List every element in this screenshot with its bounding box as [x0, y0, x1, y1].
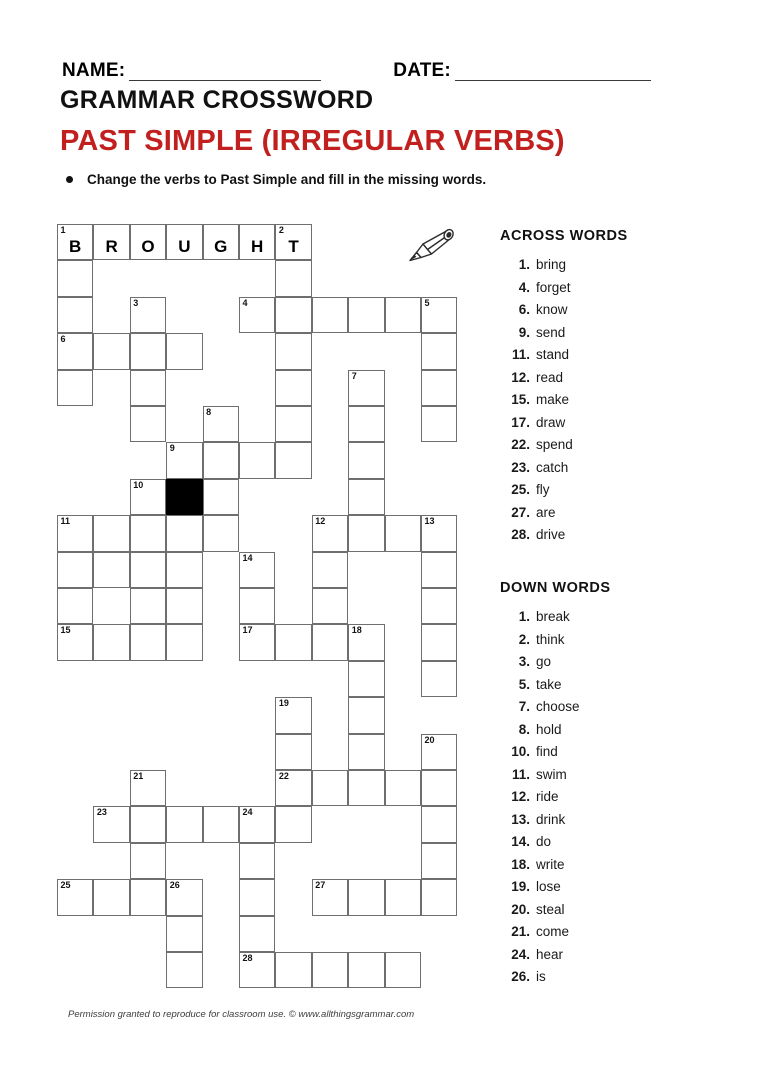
across-clues-section	[500, 228, 710, 547]
clue-number: 26.	[511, 969, 530, 984]
clue-item	[500, 696, 710, 719]
crossword-cell[interactable]	[312, 588, 348, 624]
clue-word: find	[536, 744, 558, 759]
clue-word: think	[536, 631, 565, 647]
crossword-cell[interactable]	[203, 406, 239, 442]
clue-item	[500, 786, 710, 809]
crossword-cell[interactable]	[130, 770, 166, 806]
crossword-cell[interactable]	[57, 624, 93, 660]
crossword-cell[interactable]	[385, 297, 421, 333]
clue-number: 15.	[511, 392, 530, 407]
clue-word: spend	[536, 437, 573, 452]
clue-word: catch	[536, 459, 569, 475]
clue-word: read	[536, 369, 564, 385]
clue-word: drink	[536, 811, 566, 827]
crossword-cell[interactable]	[239, 624, 275, 660]
crossword-cell[interactable]	[312, 624, 348, 660]
instruction-line	[66, 172, 486, 187]
crossword-cell[interactable]	[312, 297, 348, 333]
clue-item	[500, 367, 710, 390]
crossword-cell[interactable]	[57, 333, 93, 369]
crossword-cell[interactable]	[93, 879, 129, 915]
clue-number: 23.	[511, 459, 530, 475]
clue-word: forget	[536, 279, 571, 295]
clue-number: 11.	[511, 766, 530, 782]
cell-letter: T	[288, 237, 299, 257]
clue-number: 4.	[518, 279, 530, 295]
clue-item	[500, 831, 710, 854]
crossword-cell[interactable]	[348, 297, 384, 333]
clue-item	[500, 764, 710, 787]
date-label: DATE:	[393, 60, 451, 81]
crossword-cell[interactable]	[275, 297, 311, 333]
crossword-cell[interactable]	[421, 588, 457, 624]
clue-item	[500, 629, 710, 652]
crossword-cell[interactable]	[275, 806, 311, 842]
clue-item	[500, 921, 710, 944]
clue-number: 13.	[511, 811, 530, 827]
cell-number: 26	[169, 880, 180, 891]
crossword-cell[interactable]	[203, 515, 239, 551]
page-title: GRAMMAR CROSSWORD	[60, 86, 374, 114]
clue-item	[500, 322, 710, 345]
crossword-cell[interactable]	[166, 624, 202, 660]
clue-word: lose	[536, 879, 561, 894]
crossword-cell[interactable]	[348, 442, 384, 478]
clue-word: make	[536, 392, 570, 407]
crossword-cell[interactable]	[348, 770, 384, 806]
crossword-cell[interactable]	[130, 333, 166, 369]
clue-word: do	[536, 834, 552, 849]
clue-word: fly	[536, 482, 550, 497]
clue-item	[500, 344, 710, 367]
clue-number: 12.	[511, 369, 530, 385]
crossword-cell[interactable]	[421, 333, 457, 369]
crossword-cell[interactable]	[385, 770, 421, 806]
clue-number: 10.	[511, 744, 530, 759]
clue-number: 18.	[511, 856, 530, 872]
clue-word: break	[536, 609, 570, 624]
cell-number: 4	[242, 297, 248, 308]
cell-number: 5	[424, 297, 430, 308]
cell-number: 15	[60, 625, 71, 636]
across-clue-list	[500, 254, 710, 547]
name-date-row	[62, 55, 712, 81]
crossword-cell[interactable]	[93, 552, 129, 588]
clue-item	[500, 434, 710, 457]
crossword-cell[interactable]	[93, 333, 129, 369]
clue-word: is	[536, 969, 546, 984]
crossword-cell[interactable]	[57, 552, 93, 588]
crossword-cell[interactable]	[130, 297, 166, 333]
crossword-cell[interactable]	[348, 406, 384, 442]
crossword-cell[interactable]	[166, 515, 202, 551]
clue-number: 2.	[518, 631, 530, 647]
crossword-cell[interactable]	[348, 952, 384, 988]
crossword-cell[interactable]	[421, 624, 457, 660]
crossword-cell[interactable]	[203, 442, 239, 478]
clue-item	[500, 674, 710, 697]
crossword-cell[interactable]	[239, 843, 275, 879]
cell-number: 24	[242, 807, 253, 818]
crossword-cell[interactable]	[385, 515, 421, 551]
crossword-block-cell	[166, 479, 202, 515]
crossword-cell[interactable]	[93, 624, 129, 660]
clue-word: send	[536, 324, 566, 340]
down-clues-section	[500, 580, 710, 989]
crossword-cell[interactable]	[166, 879, 202, 915]
clue-number: 5.	[518, 676, 530, 692]
crossword-cell[interactable]	[130, 806, 166, 842]
cell-number: 7	[351, 370, 357, 381]
clue-number: 11.	[511, 347, 530, 362]
clue-item	[500, 944, 710, 967]
cell-number: 13	[424, 516, 435, 527]
name-input-line[interactable]	[129, 64, 321, 81]
crossword-cell[interactable]	[348, 697, 384, 733]
crossword-cell[interactable]	[130, 479, 166, 515]
clue-word: choose	[536, 699, 580, 714]
crossword-cell[interactable]	[57, 370, 93, 406]
crossword-cell[interactable]	[57, 515, 93, 551]
crossword-cell[interactable]	[348, 515, 384, 551]
crossword-cell[interactable]	[57, 224, 93, 260]
clue-number: 24.	[511, 946, 530, 962]
crossword-cell[interactable]	[348, 370, 384, 406]
crossword-grid[interactable]	[57, 224, 477, 964]
crossword-cell[interactable]	[348, 624, 384, 660]
crossword-cell[interactable]	[239, 588, 275, 624]
clue-number: 14.	[511, 834, 530, 849]
crossword-cell[interactable]	[166, 333, 202, 369]
crossword-cell[interactable]	[421, 843, 457, 879]
crossword-cell[interactable]	[421, 770, 457, 806]
clue-item	[500, 854, 710, 877]
across-heading: ACROSS WORDS	[500, 228, 628, 244]
crossword-cell[interactable]	[130, 224, 166, 260]
clue-item	[500, 651, 710, 674]
clue-number: 19.	[511, 879, 530, 894]
crossword-cell[interactable]	[421, 370, 457, 406]
clue-word: draw	[536, 414, 566, 430]
cell-number: 10	[133, 479, 144, 490]
clue-item	[500, 966, 710, 989]
crossword-cell[interactable]	[275, 442, 311, 478]
crossword-cell[interactable]	[203, 806, 239, 842]
cell-number: 14	[242, 552, 253, 563]
cell-number: 17	[242, 625, 253, 636]
clue-word: take	[536, 676, 562, 692]
crossword-cell[interactable]	[130, 406, 166, 442]
clue-word: bring	[536, 257, 567, 272]
cell-number: 25	[60, 880, 71, 891]
clue-number: 6.	[518, 302, 530, 317]
crossword-cell[interactable]	[130, 843, 166, 879]
clue-item	[500, 299, 710, 322]
clue-item	[500, 876, 710, 899]
crossword-cell[interactable]	[348, 661, 384, 697]
crossword-cell[interactable]	[421, 879, 457, 915]
clue-item	[500, 502, 710, 525]
clue-number: 22.	[511, 437, 530, 452]
crossword-cell[interactable]	[239, 552, 275, 588]
page-subtitle: PAST SIMPLE (IRREGULAR VERBS)	[60, 125, 565, 157]
crossword-cell[interactable]	[166, 952, 202, 988]
crossword-cell[interactable]	[93, 515, 129, 551]
cell-number: 19	[278, 698, 289, 709]
crossword-cell[interactable]	[166, 224, 202, 260]
clue-item	[500, 606, 710, 629]
clue-word: hold	[536, 721, 562, 737]
bullet-icon	[66, 176, 73, 183]
crossword-cell[interactable]	[130, 370, 166, 406]
crossword-cell[interactable]	[312, 552, 348, 588]
crossword-cell[interactable]	[348, 479, 384, 515]
down-heading: DOWN WORDS	[500, 580, 611, 596]
cell-letter: O	[141, 237, 155, 257]
crossword-cell[interactable]	[312, 879, 348, 915]
cell-number: 22	[278, 771, 289, 781]
name-label: NAME:	[62, 60, 126, 81]
crossword-cell[interactable]	[348, 879, 384, 915]
clue-number: 12.	[511, 789, 530, 804]
crossword-cell[interactable]	[130, 552, 166, 588]
crossword-cell[interactable]	[421, 552, 457, 588]
footer-credit: Permission granted to reproduce for classroom use. © www.allthingsgrammar.com	[68, 1009, 415, 1020]
crossword-cell[interactable]	[239, 952, 275, 988]
cell-number: 21	[133, 771, 144, 781]
crossword-cell[interactable]	[421, 297, 457, 333]
crossword-cell[interactable]	[130, 588, 166, 624]
clue-number: 1.	[518, 609, 530, 624]
cell-number: 28	[242, 953, 253, 963]
cell-number: 18	[351, 625, 362, 636]
clue-number: 27.	[511, 504, 530, 520]
cell-number: 9	[169, 443, 175, 454]
crossword-cell[interactable]	[93, 224, 129, 260]
clue-item	[500, 479, 710, 502]
clue-number: 21.	[511, 924, 530, 939]
clue-item	[500, 719, 710, 742]
cell-number: 6	[60, 334, 66, 345]
clue-item	[500, 524, 710, 547]
crossword-cell[interactable]	[239, 879, 275, 915]
pencil-icon	[402, 226, 454, 266]
clue-number: 8.	[518, 721, 530, 737]
clue-word: write	[536, 856, 565, 872]
crossword-cell[interactable]	[275, 370, 311, 406]
clue-word: steal	[536, 901, 565, 917]
crossword-cell[interactable]	[203, 479, 239, 515]
crossword-cell[interactable]	[421, 661, 457, 697]
clue-word: go	[536, 654, 552, 669]
crossword-cell[interactable]	[166, 552, 202, 588]
instruction-text: Change the verbs to Past Simple and fill in the missing words.	[87, 172, 487, 187]
crossword-cell[interactable]	[57, 588, 93, 624]
crossword-cell[interactable]	[275, 333, 311, 369]
cell-letter: H	[251, 237, 264, 257]
crossword-cell[interactable]	[421, 406, 457, 442]
cell-letter: U	[178, 237, 191, 257]
crossword-cell[interactable]	[275, 770, 311, 806]
clue-word: drive	[536, 527, 566, 542]
crossword-cell[interactable]	[57, 260, 93, 296]
cell-number: 1	[60, 225, 66, 235]
clue-word: swim	[536, 766, 567, 782]
clue-word: hear	[536, 946, 564, 962]
crossword-cell[interactable]	[239, 916, 275, 952]
clue-word: know	[536, 302, 568, 317]
crossword-cell[interactable]	[203, 224, 239, 260]
crossword-cell[interactable]	[275, 697, 311, 733]
clue-item	[500, 277, 710, 300]
crossword-cell[interactable]	[166, 588, 202, 624]
cell-number: 12	[315, 516, 326, 527]
clue-number: 3.	[518, 654, 530, 669]
crossword-cell[interactable]	[275, 734, 311, 770]
crossword-cell[interactable]	[130, 515, 166, 551]
crossword-cell[interactable]	[275, 624, 311, 660]
clue-number: 17.	[511, 414, 530, 430]
crossword-cell[interactable]	[239, 224, 275, 260]
cell-number: 20	[424, 734, 435, 745]
clue-item	[500, 899, 710, 922]
crossword-cell[interactable]	[385, 952, 421, 988]
clue-item	[500, 457, 710, 480]
cell-number: 27	[315, 880, 326, 891]
crossword-cell[interactable]	[312, 952, 348, 988]
clue-word: are	[536, 504, 556, 520]
crossword-cell[interactable]	[348, 734, 384, 770]
cell-number: 11	[60, 516, 71, 527]
clue-item	[500, 741, 710, 764]
crossword-cell[interactable]	[421, 515, 457, 551]
clue-item	[500, 412, 710, 435]
crossword-cell[interactable]	[275, 224, 311, 260]
clue-item	[500, 254, 710, 277]
clue-number: 20.	[511, 901, 530, 917]
crossword-cell[interactable]	[239, 442, 275, 478]
clue-number: 28.	[511, 527, 530, 542]
clue-item	[500, 809, 710, 832]
date-input-line[interactable]	[455, 64, 651, 81]
crossword-cell[interactable]	[275, 952, 311, 988]
clue-word: stand	[536, 347, 570, 362]
clue-number: 1.	[518, 257, 530, 272]
clue-word: ride	[536, 789, 559, 804]
cell-number: 2	[278, 225, 284, 235]
cell-letter: G	[214, 237, 228, 257]
cell-letter: R	[105, 237, 118, 257]
clue-item	[500, 389, 710, 412]
clue-number: 9.	[518, 324, 530, 340]
crossword-cell[interactable]	[57, 297, 93, 333]
clue-number: 7.	[518, 699, 530, 714]
cell-number: 8	[206, 407, 212, 417]
crossword-cell[interactable]	[275, 406, 311, 442]
crossword-cell[interactable]	[166, 442, 202, 478]
crossword-cell[interactable]	[275, 260, 311, 296]
crossword-cell[interactable]	[166, 806, 202, 842]
crossword-cell[interactable]	[130, 879, 166, 915]
crossword-cell[interactable]	[421, 734, 457, 770]
crossword-cell[interactable]	[312, 770, 348, 806]
crossword-cell[interactable]	[93, 806, 129, 842]
crossword-cell[interactable]	[239, 297, 275, 333]
crossword-cell[interactable]	[130, 624, 166, 660]
crossword-cell[interactable]	[239, 806, 275, 842]
crossword-cell[interactable]	[421, 806, 457, 842]
down-clue-list	[500, 606, 710, 989]
cell-number: 23	[96, 807, 107, 818]
clue-word: come	[536, 924, 570, 939]
crossword-cell[interactable]	[385, 879, 421, 915]
crossword-cell[interactable]	[57, 879, 93, 915]
crossword-cell[interactable]	[312, 515, 348, 551]
clue-number: 25.	[511, 482, 530, 497]
crossword-cell[interactable]	[166, 916, 202, 952]
cell-number: 3	[133, 297, 139, 308]
cell-letter: B	[69, 237, 82, 257]
